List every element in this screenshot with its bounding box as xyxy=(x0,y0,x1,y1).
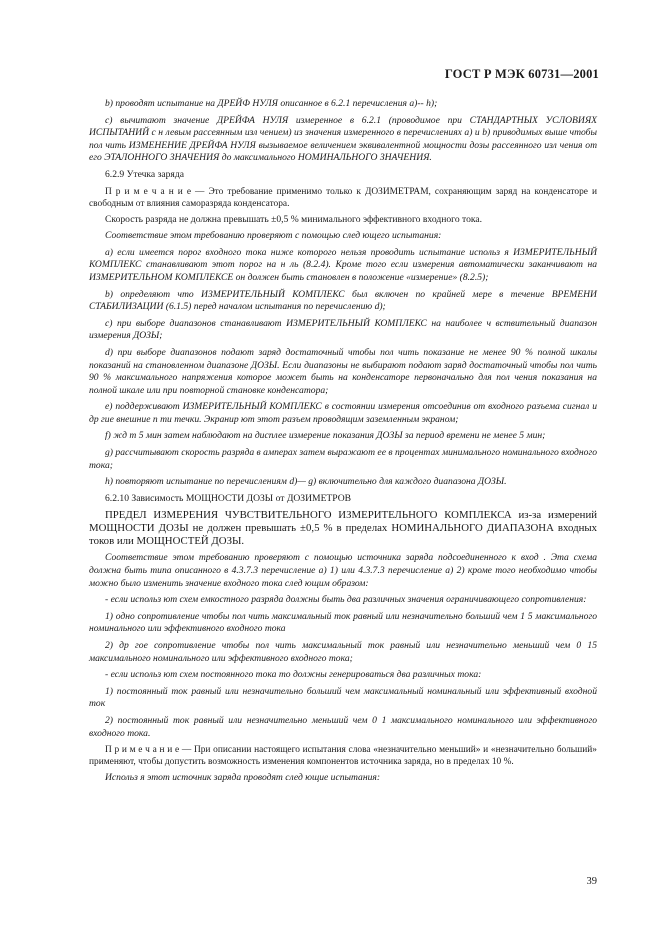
paragraph: g) рассчитывают скорость разряда в амперах затем выражают ее в процентах минимального номинального входного тока; xyxy=(89,447,597,471)
document-header: ГОСТ Р МЭК 60731—2001 xyxy=(444,67,599,81)
paragraph: П р и м е ч а н и е — При описании настоящего испытания слова «незначительно меньший» и «незначительно больший» применяют, чтобы допустить возможность изменения компонентов источника заряда, но в пределах 10 %. xyxy=(89,745,597,768)
paragraph: 6.2.10 Зависимость МОЩНОСТИ ДОЗЫ от ДОЗИМЕТРОВ xyxy=(105,492,352,504)
paragraph: h) повторяют испытание по перечислениям d)— g) включительно для каждого диапазона ДОЗЫ. xyxy=(105,476,507,488)
paragraph: 2) др гое сопротивление чтобы пол чить максимальный ток равный или незначительно меньший чем 0 15 максимального номинального или эффективного входного тока; xyxy=(89,640,597,664)
paragraph: b) проводят испытание на ДРЕЙФ НУЛЯ описанное в 6.2.1 перечисления а)-- h); xyxy=(105,98,438,109)
paragraph: d) при выборе диапазонов подают заряд достаточный чтобы пол чить показание не менее 90 % полной шкалы показаний на становленном диапазоне ДОЗЫ. Если диапазоны не выбирают подают заряд достаточный чтобы пол чить 90 % максимального напряжения которое может быть на конденсаторе первоначально для пол чения показания на полной шкале или при повторной становке конденсатора; xyxy=(89,346,597,396)
page-number: 39 xyxy=(586,876,597,887)
paragraph: Скорость разряда не должна превышать ±0,5 % минимального эффективного входного тока. xyxy=(105,213,483,225)
paragraph: f) жд т 5 мин затем наблюдают на дисплее измерение показания ДОЗЫ за период времени не менее 5 мин; xyxy=(105,430,546,442)
paragraph: Соответствие этом требованию проверяют с помощью источника заряда подсоединенного к вход . Эта схема должна быть типа описанного в 4.3.7.3 перечисление а) 1) или 4.3.7.3 перечисление а) 2) кроме того необходимо чтобы можно было изменить значение входного тока след ющим образом: xyxy=(89,552,597,589)
paragraph: 6.2.9 Утечка заряда xyxy=(105,168,184,180)
paragraph: c) вычитают значение ДРЕЙФА НУЛЯ измеренное в 6.2.1 (проводимое при СТАНДАРТНЫХ УСЛОВИЯХ ИСПЫТАНИЙ с н левым рассеянным изл чением) из значения измеренного в перечислениях а) и b) приводимых выше чтобы пол чить ИЗМЕНЕНИЕ ДРЕЙФА НУЛЯ вызываемое величением эквивалентной мощности дозы рассеянного изл чения от его ЭТАЛОННОГО ЗНАЧЕНИЯ до максимального НОМИНАЛЬНОГО ЗНАЧЕНИЯ. xyxy=(89,114,597,164)
paragraph: П р и м е ч а н и е — Это требование применимо только к ДОЗИМЕТРАМ, сохраняющим заряд на конденсаторе и свободным от влияния саморазряда конденсатора. xyxy=(89,186,597,209)
paragraph: Соответствие этом требованию проверяют с помощью след ющего испытания: xyxy=(105,230,442,242)
paragraph: е) поддерживают ИЗМЕРИТЕЛЬНЫЙ КОМПЛЕКС в состоянии измерения отсоединив от входного разъема сигнал и др гие внешние п ти течки. Экранир ют этот разъем проводящим заземленным экраном; xyxy=(89,401,597,425)
paragraph: - если использ ют схем постоянного тока то должны генерироваться два различных тока: xyxy=(105,669,482,681)
paragraph: 1) постоянный ток равный или незначительно больший чем максимальный номинальный или эффективный входной ток xyxy=(89,685,597,710)
paragraph: 1) одно сопротивление чтобы пол чить максимальный ток равный или незначительно больший чем 1 5 максимального номинального или эффективного входного тока xyxy=(89,610,597,635)
paragraph: 2) постоянный ток равный или незначительно меньший чем 0 1 максимального номинального или эффективного входного тока. xyxy=(89,714,597,739)
paragraph: b) определяют что ИЗМЕРИТЕЛЬНЫЙ КОМПЛЕКС был включен по крайней мере в течение ВРЕМЕНИ СТАБИЛИЗАЦИИ (6.1.5) перед началом испытания по перечислению d); xyxy=(89,288,597,313)
document-body xyxy=(89,98,597,789)
paragraph: а) если имеется порог входного тока ниже которого нельзя проводить испытание использ я ИЗМЕРИТЕЛЬНЫЙ КОМПЛЕКС станавливают этот порог на н ль (8.2.4). Кроме того если измерения автоматически заканчивают на ИЗМЕРИТЕЛЬНОМ КОМПЛЕКСЕ он должен быть становлен в положение «измерение» (8.2.5); xyxy=(89,246,597,283)
paragraph: Использ я этот источник заряда проводят след ющие испытания: xyxy=(105,772,381,784)
paragraph: c) при выборе диапазонов станавливают ИЗМЕРИТЕЛЬНЫЙ КОМПЛЕКС на наиболее ч вствительный диапазон измерения ДОЗЫ; xyxy=(89,317,597,342)
paragraph: - если использ ют схем емкостного разряда должны быть два различных значения ограничивающего сопротивления: xyxy=(105,594,587,606)
paragraph: ПРЕДЕЛ ИЗМЕРЕНИЯ ЧУВСТВИТЕЛЬНОГО ИЗМЕРИТЕЛЬНОГО КОМПЛЕКСА из-за измерений МОЩНОСТИ ДОЗЫ не должен превышать ±0,5 % в пределах НОМИНАЛЬНОГО ДИАПАЗОНА входных токов или МОЩНОСТЕЙ ДОЗЫ. xyxy=(89,509,597,548)
